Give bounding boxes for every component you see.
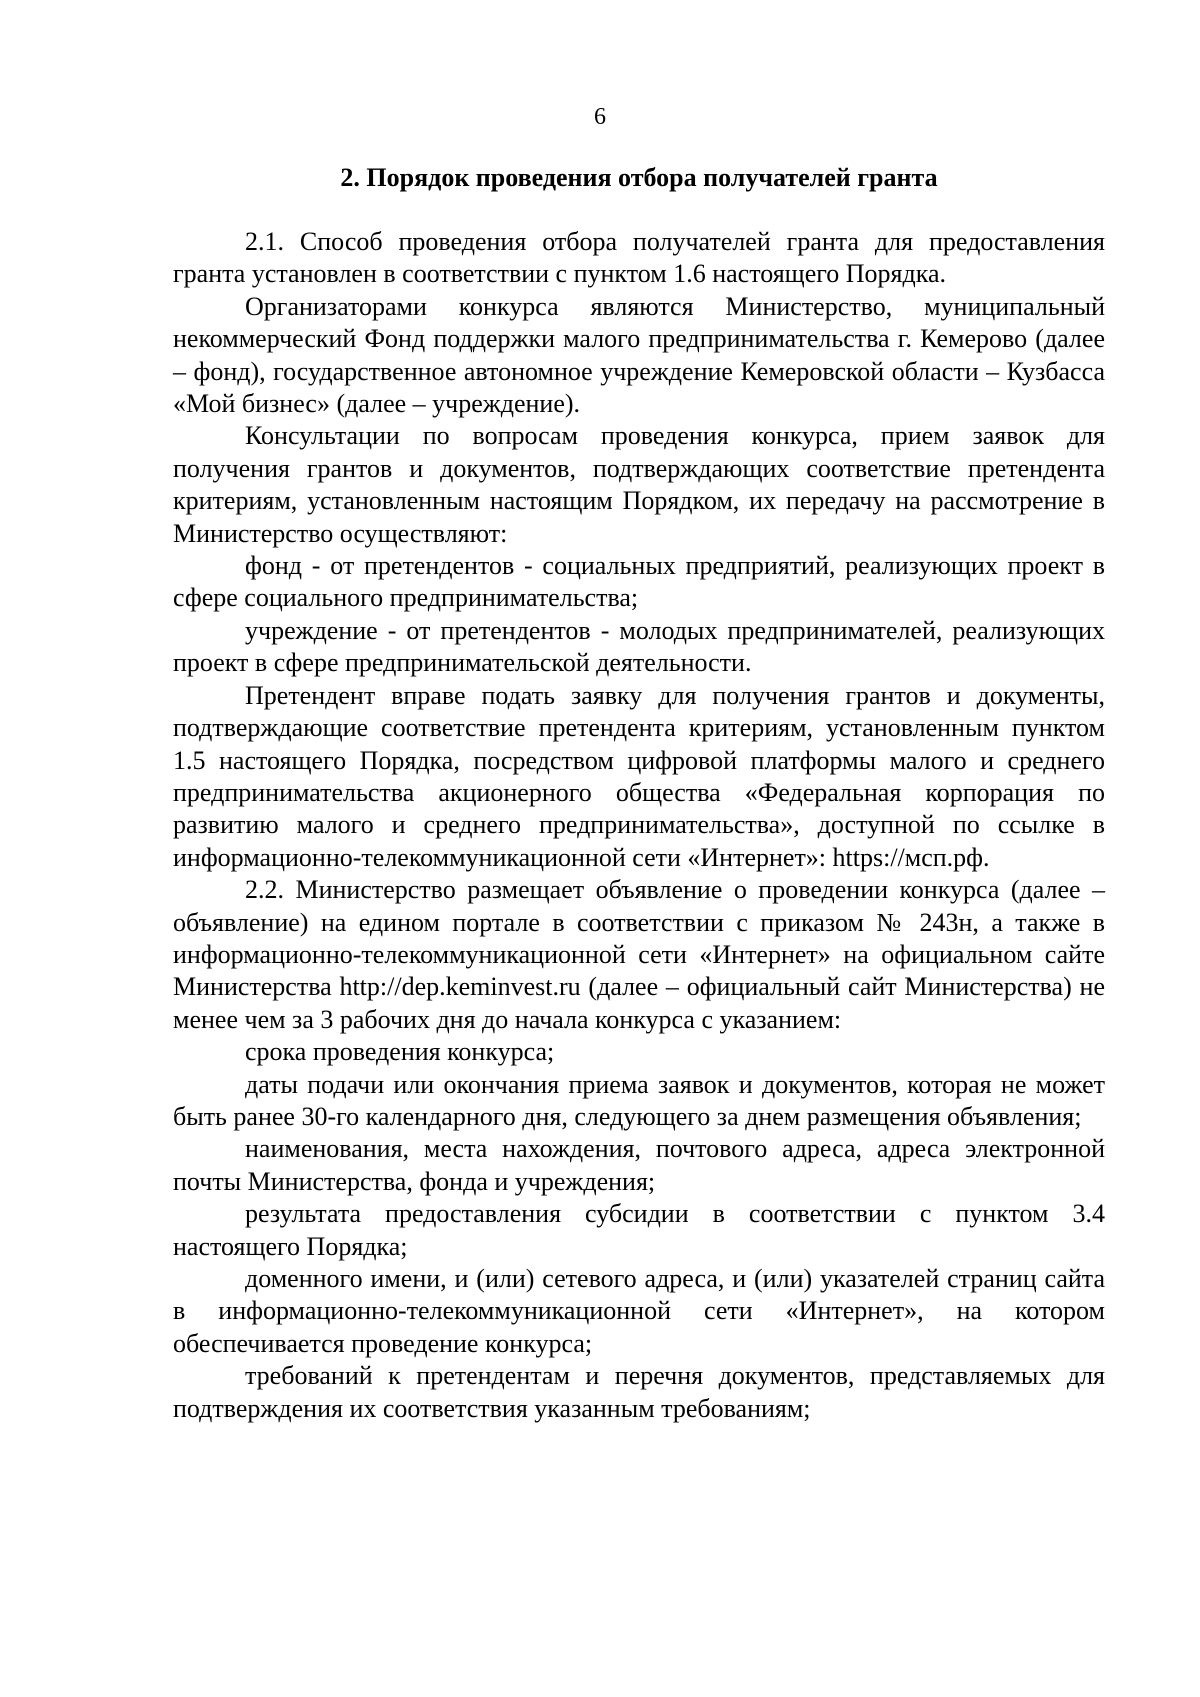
paragraph: фонд - от претендентов - социальных предприятий, реализующих проект в сфере социального предпринимательства; <box>173 551 1105 613</box>
paragraph: 2.1. Способ проведения отбора получателей гранта для предоставления гранта установлен в соответствии с пунктом 1.6 настоящего Порядка. <box>173 227 1105 289</box>
page-number: 6 <box>594 104 606 130</box>
paragraph: Претендент вправе подать заявку для получения грантов и документы, подтверждающие соответствие претендента критериям, установленным пунктом 1.5 настоящего Порядка, посредством цифровой платформы малого и среднего предпринимательства акционерного общества «Федеральная корпорация по развитию малого и среднего предпринимательства», доступной по ссылке в информационно-телекоммуникационной сети «Интернет»: https://мсп.рф. <box>173 680 1105 872</box>
paragraph: доменного имени, и (или) сетевого адреса, и (или) указателей страниц сайта в информационно-телекоммуникационной сети «Интернет», на котором обеспечивается проведение конкурса; <box>173 1264 1105 1358</box>
paragraph: Консультации по вопросам проведения конкурса, прием заявок для получения грантов и документов, подтверждающих соответствие претендента критериям, установленным настоящим Порядком, их передачу на рассмотрение в Министерство осуществляют: <box>173 421 1105 548</box>
paragraph: даты подачи или окончания приема заявок и документов, которая не может быть ранее 30-го календарного дня, следующего за днем размещения объявления; <box>173 1069 1105 1131</box>
paragraph: Организаторами конкурса являются Министерство, муниципальный некоммерческий Фонд поддержки малого предпринимательства г. Кемерово (далее – фонд), государственное автономное учреждение Кемеровской области – Кузбасса «Мой бизнес» (далее – учреждение). <box>173 291 1105 419</box>
paragraph: учреждение - от претендентов - молодых предпринимателей, реализующих проект в сфере предпринимательской деятельности. <box>173 615 1105 678</box>
paragraph: срока проведения конкурса; <box>245 1037 555 1067</box>
paragraph: требований к претендентам и перечня документов, представляемых для подтверждения их соответствия указанным требованиям; <box>173 1361 1105 1423</box>
section-title: 2. Порядок проведения отбора получателей гранта <box>340 163 938 192</box>
paragraph: результата предоставления субсидии в соответствии с пунктом 3.4 настоящего Порядка; <box>173 1199 1105 1261</box>
body-text <box>173 226 1105 1425</box>
paragraph: 2.2. Министерство размещает объявление о проведении конкурса (далее – объявление) на едином портале в соответствии с приказом № 243н, а также в информационно-телекоммуникационной сети «Интернет» на официальном сайте Министерства http://dep.keminvest.ru (далее – официальный сайт Министерства) не менее чем за 3 рабочих дня до начала конкурса с указанием: <box>173 875 1105 1034</box>
paragraph: наименования, места нахождения, почтового адреса, адреса электронной почты Министерства, фонда и учреждения; <box>173 1134 1105 1196</box>
